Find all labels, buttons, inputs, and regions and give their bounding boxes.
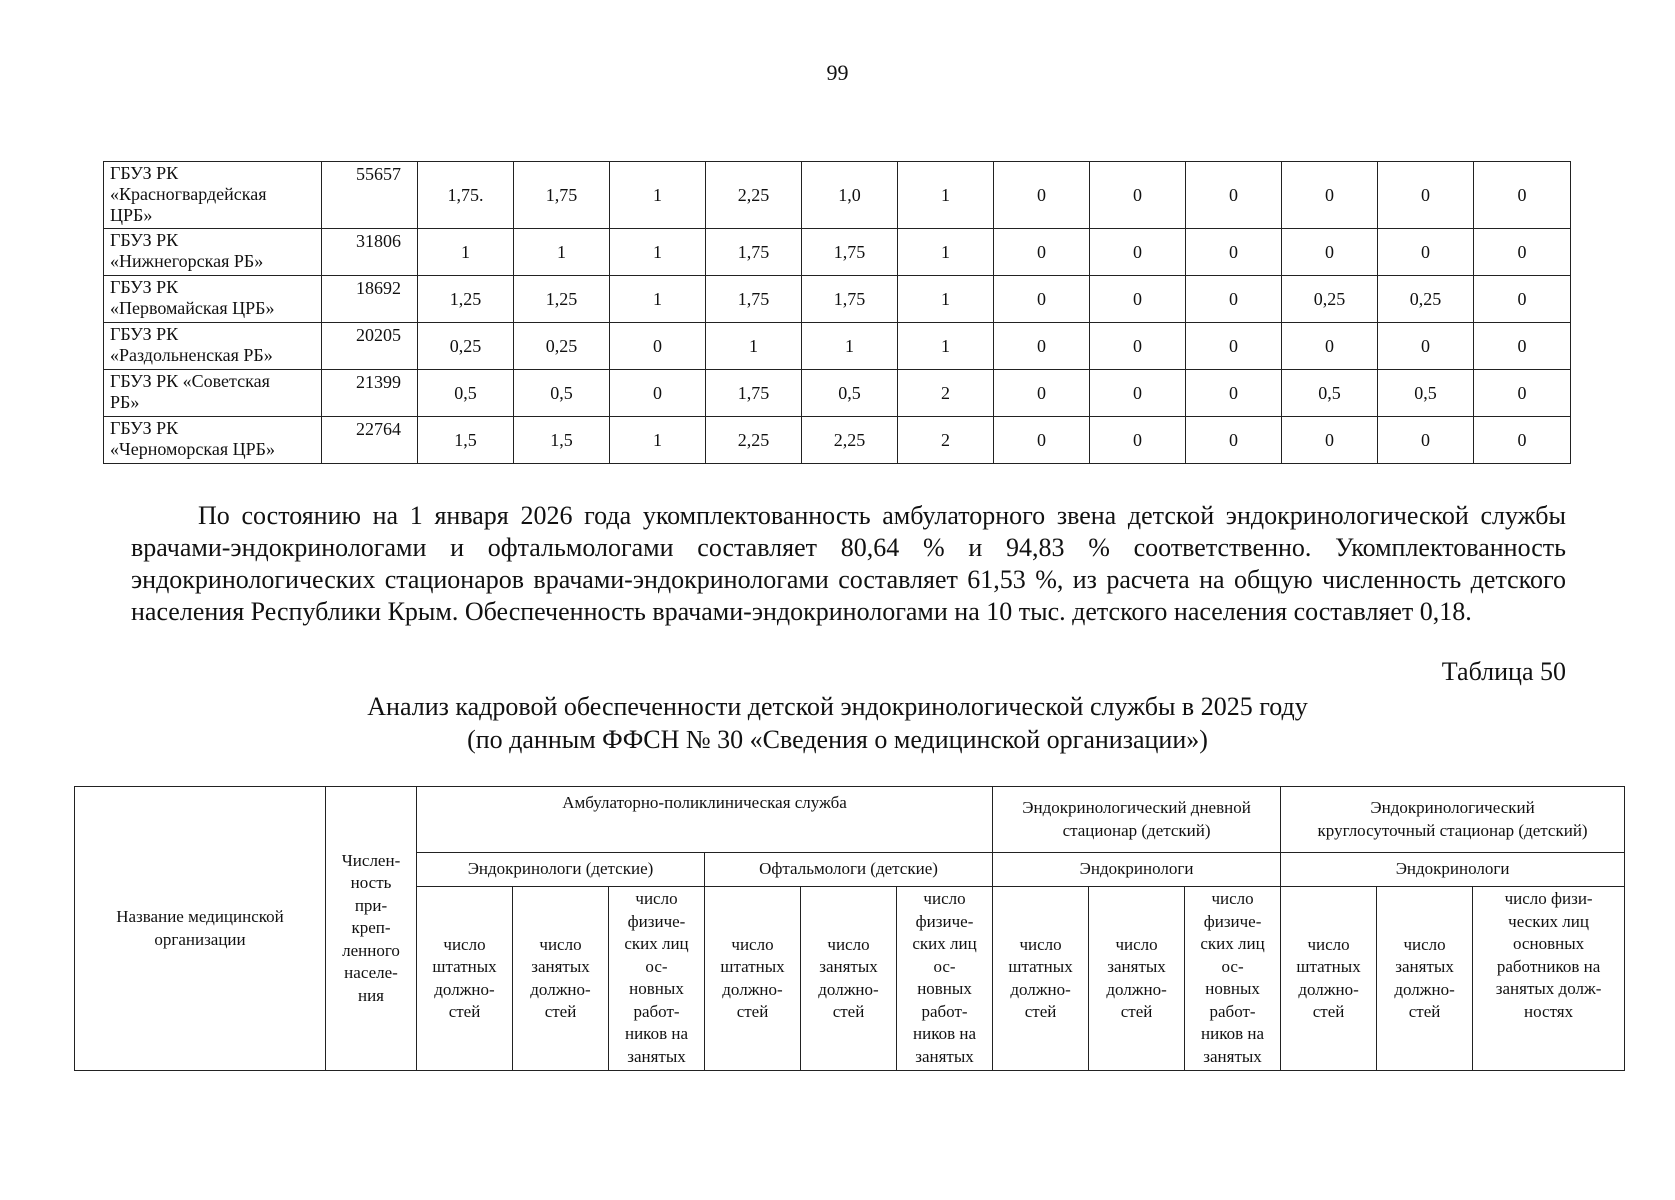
value-cell: 0 (994, 370, 1090, 417)
organization-name-line: «Нижнегорская РБ» (110, 251, 264, 271)
value-cell: 0 (1378, 162, 1474, 229)
organization-name-line: РБ» (110, 392, 140, 412)
population-cell: 21399 (322, 370, 418, 417)
header-line: ния (357, 985, 384, 1005)
outpatient-service-header: Амбулаторно-поликлиническая служба (417, 787, 993, 853)
value-cell: 0 (1282, 162, 1378, 229)
value-cell: 1 (898, 323, 994, 370)
value-cell: 1,75 (802, 229, 898, 276)
occupied-positions-header (513, 887, 609, 1071)
table-title (0, 690, 1675, 756)
staffing-table-continuation (103, 161, 1571, 464)
value-cell: 2,25 (706, 162, 802, 229)
value-cell: 1 (898, 276, 994, 323)
value-cell: 1,25 (514, 276, 610, 323)
header-line: должно- (1106, 979, 1167, 999)
population-header (326, 787, 417, 1071)
organization-name-line: «Черноморская ЦРБ» (110, 439, 275, 459)
value-cell: 0 (1282, 323, 1378, 370)
value-cell: 2 (898, 417, 994, 464)
header-line: стей (448, 1002, 481, 1021)
header-line: новных (629, 979, 684, 998)
organization-name-line: «Первомайская ЦРБ» (110, 298, 275, 318)
organization-name-line: «Красногвардейская (110, 184, 267, 204)
header-line: работ- (921, 1001, 968, 1021)
value-cell: 2,25 (706, 417, 802, 464)
value-cell: 0,5 (514, 370, 610, 417)
value-cell: 0 (994, 162, 1090, 229)
value-cell: 0 (1186, 323, 1282, 370)
organization-name-cell (104, 323, 322, 370)
organization-name-cell (104, 276, 322, 323)
physical-persons-header (1473, 887, 1625, 1071)
header-line: должно- (1298, 979, 1359, 999)
staffing-analysis-table-header (74, 786, 1625, 1071)
header-line: число (827, 934, 870, 954)
staff-positions-header (1281, 887, 1377, 1071)
header-line: число (923, 889, 966, 908)
header-line: Эндокринологический (1370, 798, 1535, 817)
value-cell: 0,5 (418, 370, 514, 417)
value-cell: 1 (898, 229, 994, 276)
value-cell: 0 (1090, 276, 1186, 323)
value-cell: 1,0 (802, 162, 898, 229)
endocrinologists-children-header: Эндокринологи (детские) (417, 853, 705, 887)
header-line: число (731, 934, 774, 954)
value-cell: 0 (1474, 323, 1571, 370)
header-line: Эндокринологический дневной (1022, 798, 1251, 817)
org-name-header (75, 787, 326, 1071)
header-line: занятых долж- (1495, 979, 1602, 998)
header-line: число (1307, 934, 1350, 954)
value-cell: 1 (802, 323, 898, 370)
header-line: ских лиц (624, 934, 689, 953)
header-line: работ- (1209, 1001, 1256, 1021)
value-cell: 0,25 (418, 323, 514, 370)
organization-name-line: «Раздольненская РБ» (110, 345, 273, 365)
header-line: должно- (722, 979, 783, 999)
value-cell: 0 (1186, 229, 1282, 276)
value-cell: 0,5 (1378, 370, 1474, 417)
header-line: работ- (633, 1001, 680, 1021)
value-cell: 0 (1474, 276, 1571, 323)
organization-name-cell (104, 417, 322, 464)
header-line: занятых (819, 957, 878, 976)
header-line: ленного (342, 940, 400, 960)
value-cell: 1,25 (418, 276, 514, 323)
round-hospital-header (1281, 787, 1625, 853)
physical-persons-header (609, 887, 705, 1071)
header-line: населе- (344, 963, 398, 983)
header-line: занятых (627, 1046, 686, 1066)
header-line: ских лиц (912, 934, 977, 953)
header-line: ос- (933, 956, 956, 976)
value-cell: 0 (1474, 162, 1571, 229)
value-cell: 0 (1090, 162, 1186, 229)
header-line: ос- (645, 956, 668, 976)
value-cell: 0 (1378, 229, 1474, 276)
header-line: ников на (1201, 1024, 1265, 1043)
day-hospital-header (993, 787, 1281, 853)
header-line: стей (544, 1002, 577, 1021)
header-line: новных (1205, 979, 1260, 998)
value-cell: 0 (1090, 417, 1186, 464)
header-line: должно- (1010, 979, 1071, 999)
value-cell: 0 (610, 323, 706, 370)
table-row (104, 162, 1571, 229)
value-cell: 0,5 (1282, 370, 1378, 417)
value-cell: 1 (898, 162, 994, 229)
value-cell: 0 (1090, 370, 1186, 417)
value-cell: 0 (994, 276, 1090, 323)
value-cell: 0 (610, 370, 706, 417)
header-line: ностях (1524, 1001, 1574, 1021)
value-cell: 1 (610, 229, 706, 276)
header-line: Название медицинской (116, 907, 284, 926)
staff-positions-header (417, 887, 513, 1071)
header-line: физиче- (1203, 911, 1262, 931)
value-cell: 0 (994, 229, 1090, 276)
organization-name-cell (104, 370, 322, 417)
header-line: стей (1120, 1002, 1153, 1021)
organization-name-line: ГБУЗ РК (110, 230, 179, 250)
value-cell: 0 (1186, 370, 1282, 417)
staffing-paragraph: По состоянию на 1 января 2026 года укомплектованность амбулаторного звена детской эндокринологической службы врачами-эндокринологами и офтальмологами составляет 80,64 % и 94,83 % соответственно. Укомплектованность эндокринологических стационаров врачами-эндокринологами составляет 61,53 %, из расчета на общую численность детского населения Республики Крым. Обеспеченность врачами-эндокринологами на 10 тыс. детского населения составляет 0,18. (131, 501, 1566, 626)
header-line: занятых (915, 1046, 974, 1066)
value-cell: 1,75 (514, 162, 610, 229)
value-cell: 1,75 (706, 229, 802, 276)
value-cell: 0 (1474, 370, 1571, 417)
value-cell: 1,75 (706, 276, 802, 323)
value-cell: 0 (1378, 323, 1474, 370)
header-line: физиче- (627, 911, 686, 931)
value-cell: 1,5 (514, 417, 610, 464)
organization-name-line: ГБУЗ РК «Советская (110, 371, 270, 391)
table-row (104, 370, 1571, 417)
value-cell: 0 (1090, 323, 1186, 370)
value-cell: 1 (610, 417, 706, 464)
header-line: стей (1408, 1002, 1441, 1021)
ophthalmologists-children-header: Офтальмологи (детские) (705, 853, 993, 887)
header-line: стей (1312, 1002, 1345, 1021)
header-line: число (539, 934, 582, 954)
header-line: штатных (432, 957, 497, 976)
value-cell: 0 (1474, 229, 1571, 276)
header-line: Числен- (341, 850, 401, 870)
header-line: число (1115, 934, 1158, 954)
header-line: должно- (530, 979, 591, 999)
header-line: ность (350, 873, 392, 893)
header-line: штатных (720, 957, 785, 976)
population-cell: 18692 (322, 276, 418, 323)
header-line: должно- (434, 979, 495, 999)
table-row (104, 417, 1571, 464)
value-cell: 0 (1186, 276, 1282, 323)
header-line: число физи- (1504, 889, 1593, 908)
value-cell: 0 (1090, 229, 1186, 276)
endocrinologists-round-header: Эндокринологи (1281, 853, 1625, 887)
value-cell: 1 (418, 229, 514, 276)
header-line: должно- (818, 979, 879, 999)
header-line: число (635, 889, 678, 908)
population-cell: 22764 (322, 417, 418, 464)
header-line: занятых (1395, 957, 1454, 976)
header-line: ос- (1221, 956, 1244, 976)
value-cell: 1 (610, 276, 706, 323)
table-row (104, 323, 1571, 370)
header-line: новных (917, 979, 972, 998)
value-cell: 0,25 (514, 323, 610, 370)
header-line: стационар (детский) (1062, 820, 1211, 840)
value-cell: 0 (1282, 417, 1378, 464)
value-cell: 1 (514, 229, 610, 276)
organization-name-cell (104, 229, 322, 276)
table-row (104, 229, 1571, 276)
header-line: ческих лиц (1508, 911, 1589, 931)
page-number: 99 (826, 60, 849, 85)
header-line: должно- (1394, 979, 1455, 999)
value-cell: 0 (1282, 229, 1378, 276)
table-row (104, 276, 1571, 323)
organization-name-line: ГБУЗ РК (110, 277, 179, 297)
value-cell: 2 (898, 370, 994, 417)
value-cell: 0,25 (1282, 276, 1378, 323)
value-cell: 1 (610, 162, 706, 229)
header-line: занятых (1107, 957, 1166, 976)
value-cell: 0 (1186, 162, 1282, 229)
header-line: штатных (1296, 957, 1361, 976)
header-line: основных (1513, 934, 1585, 953)
header-line: занятых (1203, 1046, 1262, 1066)
staff-positions-header (705, 887, 801, 1071)
value-cell: 0 (994, 417, 1090, 464)
value-cell: 0 (1474, 417, 1571, 464)
header-line: штатных (1008, 957, 1073, 976)
value-cell: 0 (1378, 417, 1474, 464)
physical-persons-header (897, 887, 993, 1071)
value-cell: 0,5 (802, 370, 898, 417)
header-line: ских лиц (1200, 934, 1265, 953)
value-cell: 0,25 (1378, 276, 1474, 323)
header-line: ников на (624, 1024, 688, 1043)
occupied-positions-header (801, 887, 897, 1071)
header-line: число (1403, 934, 1446, 954)
occupied-positions-header (1377, 887, 1473, 1071)
header-line: креп- (351, 918, 391, 938)
organization-name-line: ЦРБ» (110, 205, 153, 225)
header-line: организации (154, 929, 246, 949)
value-cell: 0 (994, 323, 1090, 370)
header-line: при- (354, 895, 388, 915)
organization-name-cell (104, 162, 322, 229)
table-number: Таблица 50 (1441, 657, 1566, 686)
header-line: число (443, 934, 486, 954)
table-title-line: (по данным ФФСН № 30 «Сведения о медицинской организации») (467, 725, 1208, 754)
table-title-line: Анализ кадровой обеспеченности детской эндокринологической службы в 2025 году (367, 692, 1308, 721)
value-cell: 1,75 (706, 370, 802, 417)
value-cell: 2,25 (802, 417, 898, 464)
header-line: число (1019, 934, 1062, 954)
header-line: занятых (531, 957, 590, 976)
header-line: ников на (913, 1024, 977, 1043)
value-cell: 1 (706, 323, 802, 370)
value-cell: 0 (1186, 417, 1282, 464)
header-line: стей (736, 1002, 769, 1021)
value-cell: 1,75. (418, 162, 514, 229)
value-cell: 1,5 (418, 417, 514, 464)
header-line: работников на (1496, 956, 1601, 976)
header-line: физиче- (915, 911, 974, 931)
header-line: число (1211, 889, 1254, 908)
endocrinologists-day-header: Эндокринологи (993, 853, 1281, 887)
population-cell: 20205 (322, 323, 418, 370)
population-cell: 31806 (322, 229, 418, 276)
organization-name-line: ГБУЗ РК (110, 418, 179, 438)
population-cell: 55657 (322, 162, 418, 229)
value-cell: 1,75 (802, 276, 898, 323)
organization-name-line: ГБУЗ РК (110, 324, 179, 344)
header-line: стей (832, 1002, 865, 1021)
staff-positions-header (993, 887, 1089, 1071)
physical-persons-header (1185, 887, 1281, 1071)
header-line: стей (1024, 1002, 1057, 1021)
organization-name-line: ГБУЗ РК (110, 163, 179, 183)
occupied-positions-header (1089, 887, 1185, 1071)
header-line: круглосуточный стационар (детский) (1317, 820, 1588, 840)
